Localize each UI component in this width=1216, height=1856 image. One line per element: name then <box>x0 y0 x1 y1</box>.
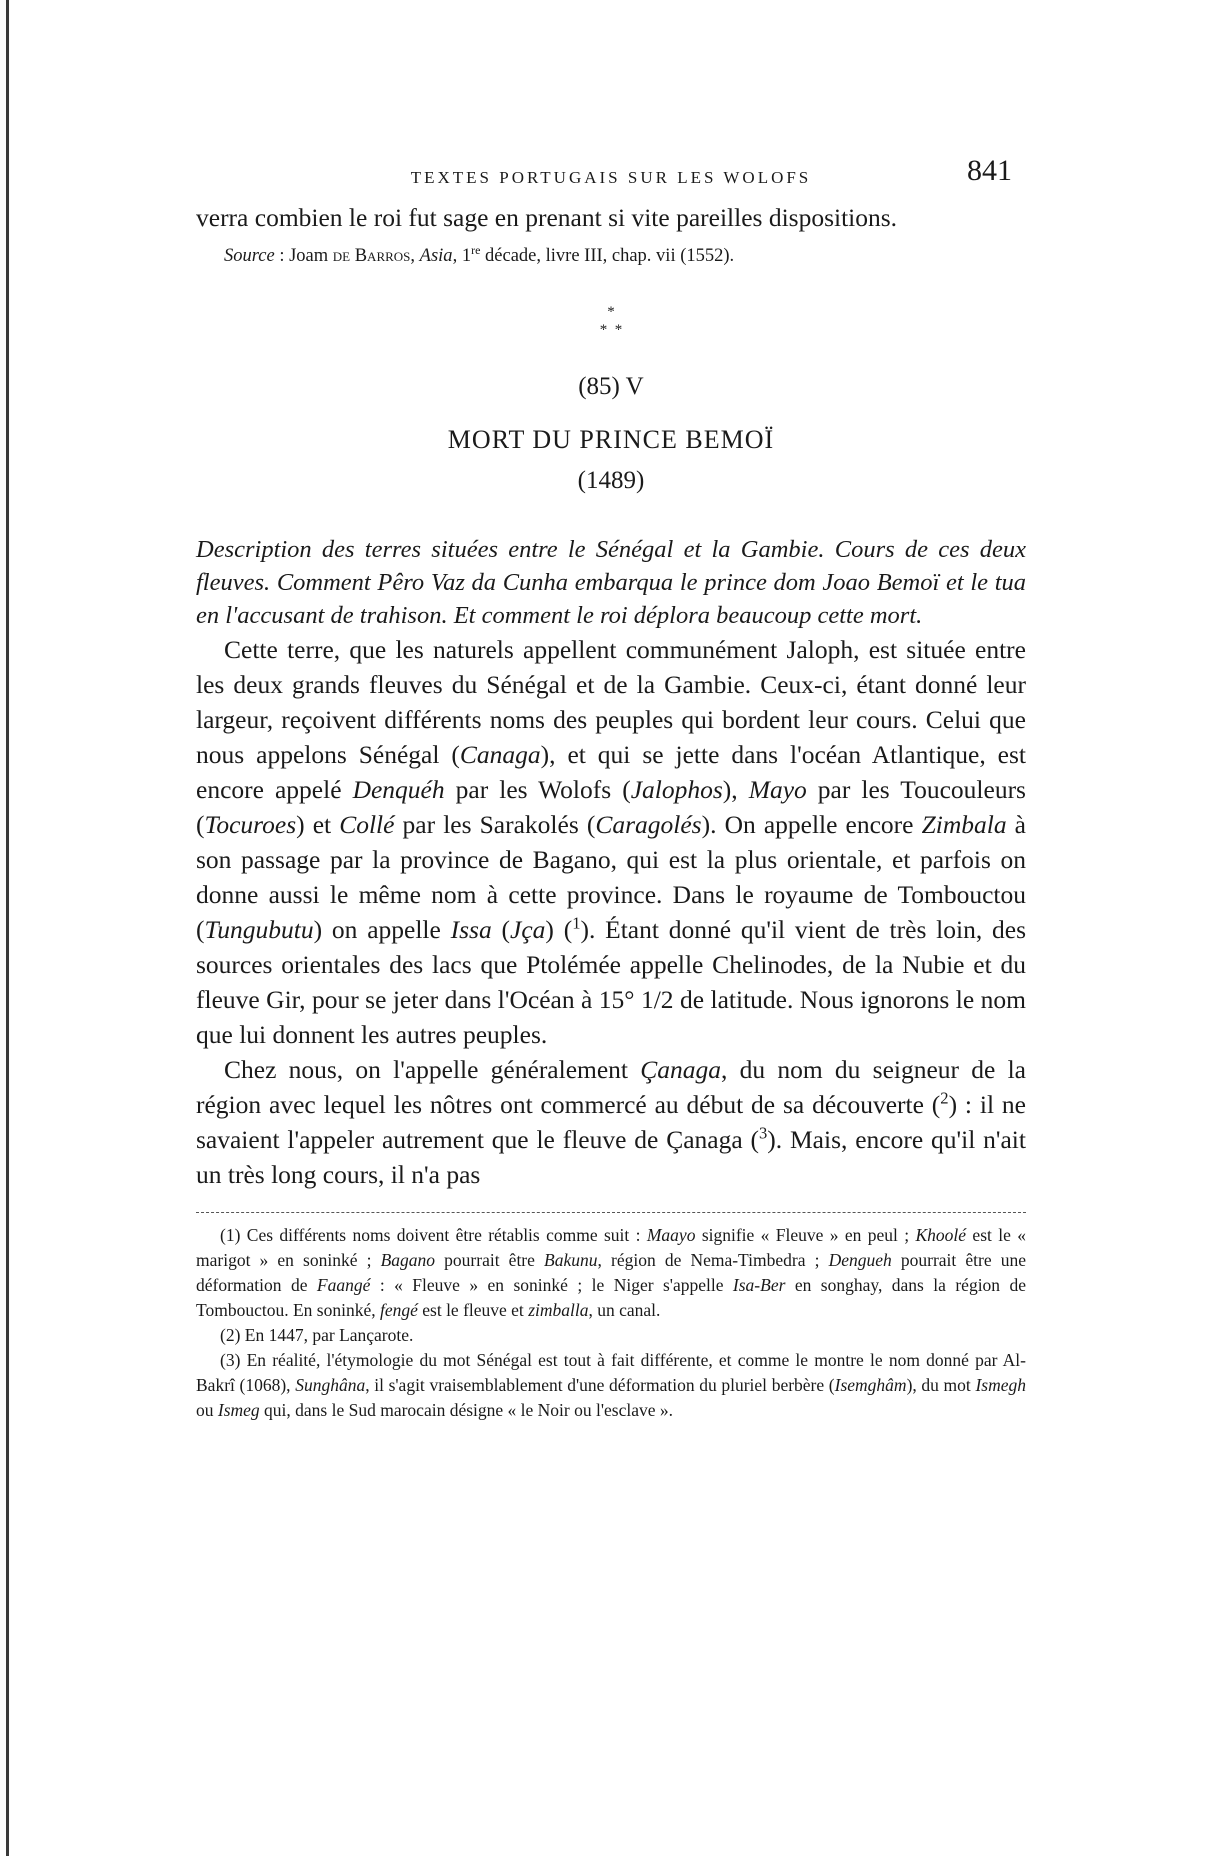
fn1-maayo: Maayo <box>646 1225 696 1245</box>
intro-paragraph <box>196 200 1026 235</box>
source-sep: , <box>410 246 420 266</box>
fn1-text-d: pourrait être <box>435 1250 545 1270</box>
p1-denqueh: Denquéh <box>352 775 445 804</box>
p1-text-e: par les Toucouleurs ( <box>196 775 1026 839</box>
fn3-ismegh: Ismegh <box>975 1375 1026 1395</box>
p1-text-h: ). On appelle encore <box>701 810 922 839</box>
p1-text-k: ( <box>491 915 511 944</box>
source-work: Asia <box>419 246 453 266</box>
p1-text-c: par les Wolofs ( <box>444 775 631 804</box>
p1-text-i: à son passage par la province de Bagano, qui est la plus orientale, et parfois on donne aussi le même nom à cette province. Dans le royaume de Tombouctou ( <box>196 810 1026 944</box>
section-number: (85) V <box>578 373 644 400</box>
fn1-bagano: Bagano <box>380 1250 436 1270</box>
p1-mayo: Mayo <box>748 775 807 804</box>
section-year: (1489) <box>577 467 645 494</box>
paragraph-1 <box>196 632 1026 1052</box>
main-text <box>196 632 1026 1192</box>
footnote-ref-2: 2 <box>940 1088 949 1108</box>
intro-text: verra combien le roi fut sage en prenant si vite pareilles dispositions. <box>196 203 898 232</box>
p1-issa: Issa <box>450 915 492 944</box>
p1-zimbala: Zimbala <box>921 810 1007 839</box>
source-author: de Barros <box>332 246 411 266</box>
fn1-text-c: est le « marigot » en soninké ; <box>196 1225 1026 1270</box>
fn1-khoole: Khoolé <box>915 1225 967 1245</box>
fn3-ismeg: Ismeg <box>217 1400 260 1420</box>
page-edge-rule <box>6 0 9 1856</box>
fn1-text-i: est le fleuve et <box>417 1300 529 1320</box>
section-title: MORT DU PRINCE BEMOÏ <box>447 425 775 454</box>
p2-text-d: ). Mais, encore qu'il n'ait un très long cours, il n'a pas <box>196 1125 1026 1189</box>
source-details: décade, livre III, chap. vii (1552). <box>480 246 735 266</box>
paragraph-2 <box>196 1052 1026 1192</box>
footnote-2: (2) En 1447, par Lançarote. <box>220 1325 414 1345</box>
fn1-isaber: Isa-Ber <box>732 1275 786 1295</box>
p1-text-b: ), et qui se jette dans l'océan Atlantique, est encore appelé <box>196 740 1027 804</box>
fn1-bakunu: Bakunu <box>544 1250 598 1270</box>
p2-canaga: Çanaga <box>640 1055 722 1084</box>
p1-text-d: ), <box>722 775 749 804</box>
fn3-text-a: (3) En réalité, l'étymologie du mot Sénégal est tout à fait différente, et comme le montre le nom donné par Al-Bakrî (1068), <box>196 1350 1026 1395</box>
fn1-dengueh: Dengueh <box>828 1250 892 1270</box>
p1-jalophos: Jalophos <box>630 775 723 804</box>
footnote-ref-3: 3 <box>759 1123 768 1143</box>
book-page <box>196 150 1026 1423</box>
p1-text-l: ) ( <box>545 915 573 944</box>
p1-text-f: ) et <box>296 810 340 839</box>
p1-jca: Jça <box>510 915 546 944</box>
fn3-text-b: , il s'agit vraisemblablement d'une déformation du pluriel berbère ( <box>365 1375 835 1395</box>
fn1-text-h: en songhay, dans la région de Tombouctou. En soninké, <box>196 1275 1027 1320</box>
footnote-3 <box>196 1348 1026 1423</box>
p1-text-a: Cette terre, que les naturels appellent communément Jaloph, est située entre les deux grands fleuves du Sénégal et de la Gambie. Ceux-ci, étant donné leur largeur, reçoivent différents noms des peuples qui bordent leur cours. Celui que nous appelons Sénégal ( <box>196 635 1026 769</box>
fn3-text-c: ), du mot <box>906 1375 976 1395</box>
footnote-1 <box>196 1223 1026 1323</box>
page-number: 841 <box>967 154 1012 187</box>
fn1-text-j: , un canal. <box>588 1300 661 1320</box>
fn3-text-d: ou <box>196 1400 218 1420</box>
source-label: Source <box>224 246 275 266</box>
fn1-zimballa: zimballa <box>528 1300 589 1320</box>
p1-tocuroes: Tocuroes <box>204 810 297 839</box>
running-title: TEXTES PORTUGAIS SUR LES WOLOFS <box>410 168 812 187</box>
fn1-text-a: (1) Ces différents noms doivent être rétablis comme suit : <box>220 1225 647 1245</box>
p2-text-c: ) : il ne savaient l'appeler autrement que le fleuve de Çanaga ( <box>196 1090 1026 1154</box>
fn3-isemgham: Isemghâm <box>834 1375 907 1395</box>
p1-caragoles: Caragolés <box>595 810 702 839</box>
running-head <box>196 150 1026 200</box>
ornament-top: * <box>607 304 615 320</box>
fn3-sunghana: Sunghâna <box>295 1375 366 1395</box>
fn1-text-g: : « Fleuve » en soninké ; le Niger s'appelle <box>370 1275 733 1295</box>
p1-text-m: ). Étant donné qu'il vient de très loin, des sources orientales des lacs que Ptolémée appelle Chelinodes, de la Nubie et du fleuve Gir, pour se jeter dans l'Océan à 15° 1/2 de latitude. Nous ignorons le nom que lui donnent les autres peuples. <box>196 915 1026 1049</box>
footnote-divider <box>196 1212 1026 1213</box>
fn1-text-f: pourrait être une déformation de <box>196 1250 1027 1295</box>
footnotes <box>196 1223 1026 1423</box>
ornament-bottom: * * <box>599 322 623 338</box>
source-ordinal: re <box>471 242 481 257</box>
p1-text-g: par les Sarakolés ( <box>394 810 596 839</box>
source-citation <box>224 243 1026 269</box>
source-pre-ord: , 1 <box>452 246 472 266</box>
p2-text-a: Chez nous, on l'appelle généralement <box>224 1055 641 1084</box>
p1-tungubutu: Tungubutu <box>204 915 314 944</box>
section-summary: Description des terres situées entre le Sénégal et la Gambie. Cours de ces deux fleuves. Comment Pêro Vaz da Cunha embarqua le prince dom Joao Bemoï et le tua en l'accusant de trahison. Et comment le roi déplora beaucoup cette mort. <box>196 536 1026 629</box>
p1-text-j: ) on appelle <box>313 915 451 944</box>
ornament-asterism <box>196 303 1026 339</box>
fn1-text-b: signifie « Fleuve » en peul ; <box>695 1225 916 1245</box>
p1-colle: Collé <box>339 810 395 839</box>
fn1-fenge: fengé <box>379 1300 418 1320</box>
p2-text-b: , du nom du seigneur de la région avec lequel les nôtres ont commercé au début de sa découverte ( <box>196 1055 1026 1119</box>
fn1-text-e: , région de Nema-Timbedra ; <box>597 1250 829 1270</box>
fn3-text-e: qui, dans le Sud marocain désigne « le Noir ou l'esclave ». <box>259 1400 673 1420</box>
p1-canaga: Canaga <box>459 740 541 769</box>
source-colon: : Joam <box>274 246 333 266</box>
fn1-faange: Faangé <box>316 1275 371 1295</box>
footnote-ref-1: 1 <box>572 913 581 933</box>
